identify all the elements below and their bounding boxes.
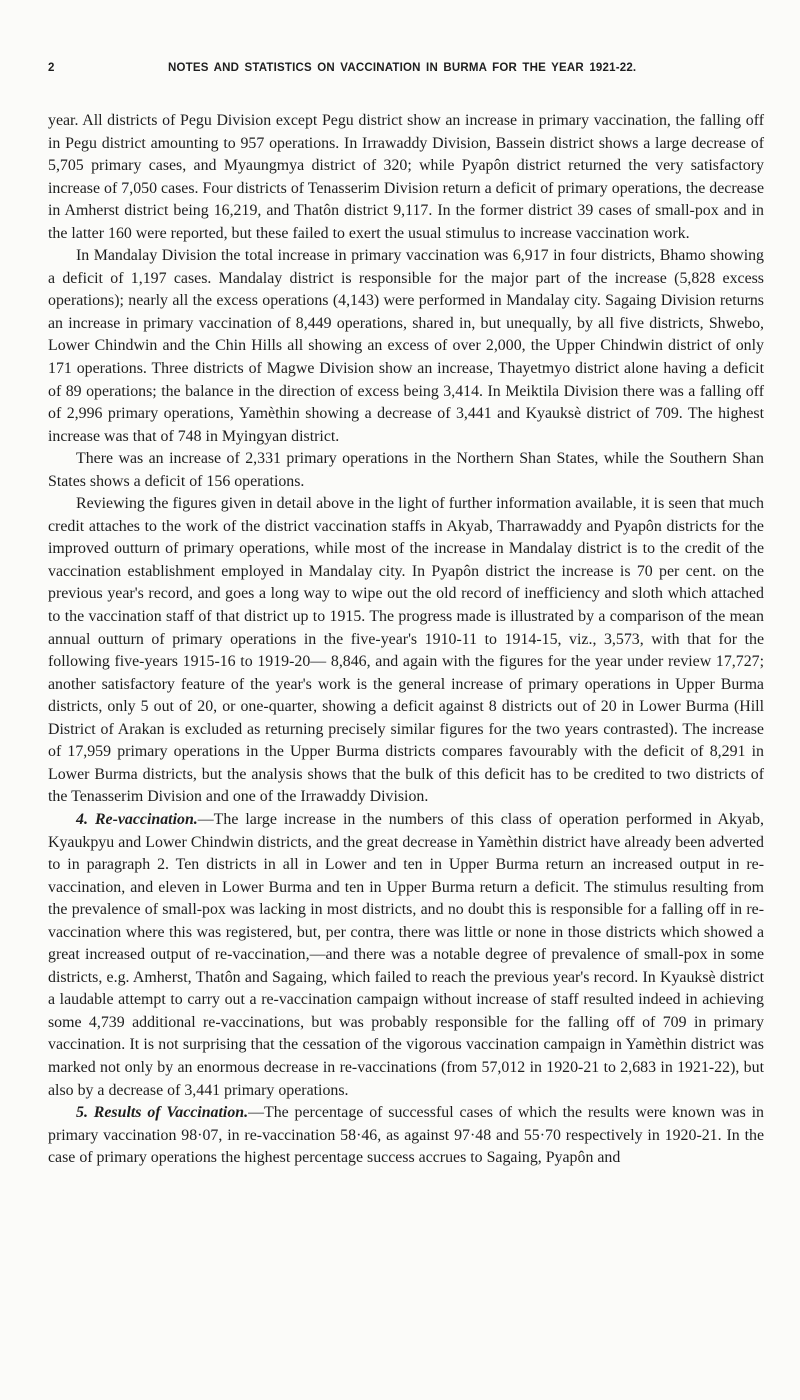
- section-heading-revaccination: 4. Re-vaccination.: [76, 810, 198, 828]
- paragraph-mandalay-sagaing-magwe-meiktila: In Mandalay Division the total increase in primary vaccination was 6,917 in four districts, Bhamo showing a deficit of 1,197 cases. Mandalay district is responsible for the major part of the increase (5,828 excess operations); nearly all the excess operations (4,143) were performed in Mandalay city. Sagaing Division returns an increase in primary vaccination of 8,449 operations, shared in, but unequally, by all five districts, Shwebo, Lower Chindwin and the Chin Hills all showing an excess of over 2,000, the Upper Chindwin district of only 171 operations. Three districts of Magwe Division show an increase, Thayetmyo district alone having a deficit of 89 operations; the balance in the direction of excess being 3,414. In Meiktila Division there was a falling off of 2,996 primary operations, Yamèthin showing a decrease of 3,441 and Kyauksè district of 709. The highest increase was that of 748 in Myingyan district.: [48, 247, 764, 445]
- paragraph-results-text: —The percentage of successful cases of which the results were known was in primary vaccination 98·07, in re-vaccination 58·46, as against 97·48 and 55·70 respectively in 1920-21. In the case of primary operations the highest percentage success accrues to Sagaing, Pyapôn and: [48, 1104, 765, 1167]
- paragraph-shan-states: There was an increase of 2,331 primary operations in the Northern Shan States, while the Southern Shan States shows a deficit of 156 operations.: [48, 450, 764, 490]
- paragraph-revaccination: [48, 809, 764, 1102]
- section-heading-results: 5. Results of Vaccination.: [76, 1104, 249, 1122]
- running-title: NOTES AND STATISTICS ON VACCINATION IN BURMA FOR THE YEAR 1921-22.: [168, 62, 637, 74]
- paragraph-results: [48, 1102, 764, 1170]
- paragraph-review: Reviewing the figures given in detail above in the light of further information available, it is seen that much credit attaches to the work of the district vaccination staffs in Akyab, Tharrawaddy and Pyapôn districts for the improved outturn of primary operations, while most of the increase in Mandalay district is to the credit of the vaccination establishment employed in Mandalay city. In Pyapôn district the increase is 70 per cent. on the previous year's record, and goes a long way to wipe out the old record of inefficiency and sloth which attached to the vaccination staff of that district up to 1915. The progress made is illustrated by a comparison of the mean annual outturn of primary operations in the five-year's 1910-11 to 1914-15, viz., 3,573, with that for the following five-years 1915-16 to 1919-20— 8,846, and again with the figures for the year under review 17,727; another satisfactory feature of the year's work is the general increase of primary operations in Upper Burma districts, only 5 out of 20, or one-quarter, showing a deficit against 8 districts out of 20 in Lower Burma (Hill District of Arakan is excluded as returning precisely similar figures for the two years contrasted). The increase of 17,959 primary operations in the Upper Burma districts compares favourably with the deficit of 8,291 in Lower Burma districts, but the analysis shows that the bulk of this deficit has to be credited to two districts of the Tenasserim Division and one of the Irrawaddy Division.: [48, 495, 764, 806]
- page-header: [48, 62, 760, 84]
- page-number: 2: [48, 62, 55, 74]
- paragraph-revaccination-text: —The large increase in the numbers of this class of operation performed in Akyab, Kyaukpyu and Lower Chindwin districts, and the great decrease in Yamèthin district have already been adverted to in paragraph 2. Ten districts in all in Lower and ten in Upper Burma return an increased output in re-vaccination, and eleven in Lower Burma and ten in Upper Burma return a deficit. The stimulus resulting from the prevalence of small-pox was lacking in most districts, and no doubt this is responsible for a falling off in re-vaccination where this was registered, but, per contra, there was little or none in those districts which showed a great increased output of re-vaccination,—and there was a notable degree of prevalence of small-pox in some districts, e.g. Amherst, Thatôn and Sagaing, which failed to reach the previous year's record. In Kyauksè district a laudable attempt to carry out a re-vaccination campaign without increase of staff resulted indeed in achieving some 4,739 additional re-vaccinations, but was probably responsible for the falling off of 709 in primary vaccination. It is not surprising that the cessation of the vigorous vaccination campaign in Yamèthin district was marked not only by an enormous decrease in re-vaccinations (from 57,012 in 1920-21 to 2,683 in 1921-22), but also by a decrease of 3,441 primary operations.: [48, 810, 764, 1099]
- body-text: [48, 110, 764, 1170]
- paragraph-pegu-irrawaddy-tenasserim: year. All districts of Pegu Division except Pegu district show an increase in primary vaccination, the falling off in Pegu district amounting to 957 operations. In Irrawaddy Division, Bassein district shows a large decrease of 5,705 primary cases, and Myaungmya district of 320; while Pyapôn district returned the very satisfactory increase of 7,050 cases. Four districts of Tenasserim Division return a deficit of primary operations, the decrease in Amherst district being 16,219, and Thatôn district 9,117. In the former district 39 cases of small-pox and in the latter 160 were reported, but these failed to exert the usual stimulus to increase vaccination work.: [48, 112, 764, 242]
